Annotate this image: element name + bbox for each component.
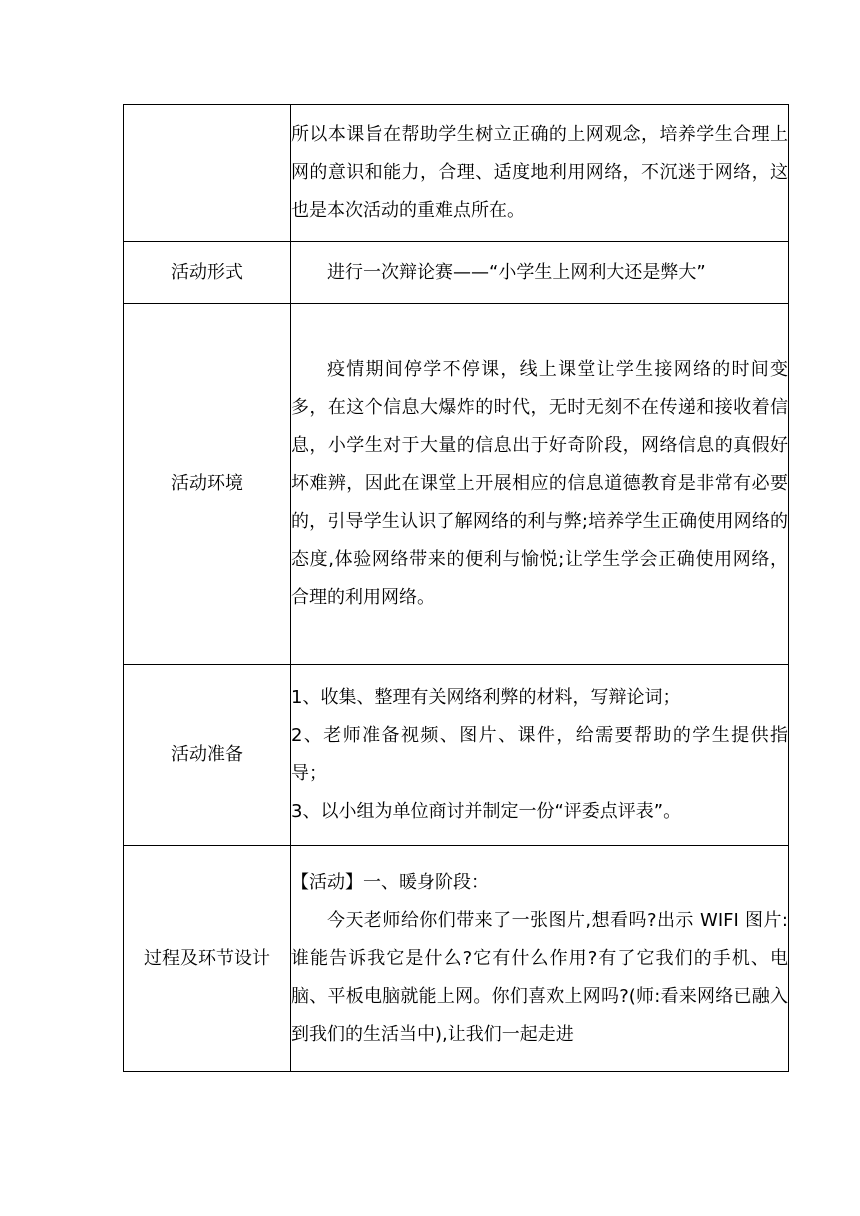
table-row xyxy=(124,665,789,846)
row-content xyxy=(291,304,789,665)
paragraph: 3、以小组为单位商讨并制定一份“评委点评表”。 xyxy=(291,801,682,822)
row-label: 活动准备 xyxy=(124,665,291,846)
row-content xyxy=(291,242,789,304)
table-row xyxy=(124,105,789,242)
paragraph: 2、老师准备视频、图片、课件，给需要帮助的学生提供指导； xyxy=(291,725,788,784)
row-content xyxy=(291,846,789,1072)
lesson-plan-table xyxy=(123,104,789,1072)
table-row xyxy=(124,242,789,304)
row-content xyxy=(291,105,789,242)
paragraph: 疫情期间停学不停课，线上课堂让学生接网络的时间变多，在这个信息大爆炸的时代，无时无刻不在传递和接收着信息，小学生对于大量的信息出于好奇阶段，网络信息的真假好坏难辨，因此在课堂上开展相应的信息道德教育是非常有必要的，引导学生认识了解网络的利与弊;培养学生正确使用网络的态度,体验网络带来的便利与愉悦;让学生学会正确使用网络，合理的利用网络。 xyxy=(291,359,788,608)
row-label: 过程及环节设计 xyxy=(124,846,291,1072)
row-label xyxy=(124,105,291,242)
paragraph: 所以本课旨在帮助学生树立正确的上网观念，培养学生合理上网的意识和能力，合理、适度地利用网络，不沉迷于网络，这也是本次活动的重难点所在。 xyxy=(291,124,788,221)
row-label: 活动形式 xyxy=(124,242,291,304)
table-row xyxy=(124,846,789,1072)
paragraph: 进行一次辩论赛——“小学生上网利大还是弊大” xyxy=(327,261,706,283)
row-label: 活动环境 xyxy=(124,304,291,665)
row-content xyxy=(291,665,789,846)
paragraph: 【活动】一、暖身阶段： xyxy=(291,871,489,893)
paragraph: 今天老师给你们带来了一张图片,想看吗?出示 WIFI 图片:谁能告诉我它是什么?它有什么作用?有了它我们的手机、电脑、平板电脑就能上网。你们喜欢上网吗?(师:看来网络已融入到我们的生活当中),让我们一起走进 xyxy=(291,909,788,1045)
table-row xyxy=(124,304,789,665)
paragraph: 1、收集、整理有关网络利弊的材料，写辩论词； xyxy=(291,687,681,708)
